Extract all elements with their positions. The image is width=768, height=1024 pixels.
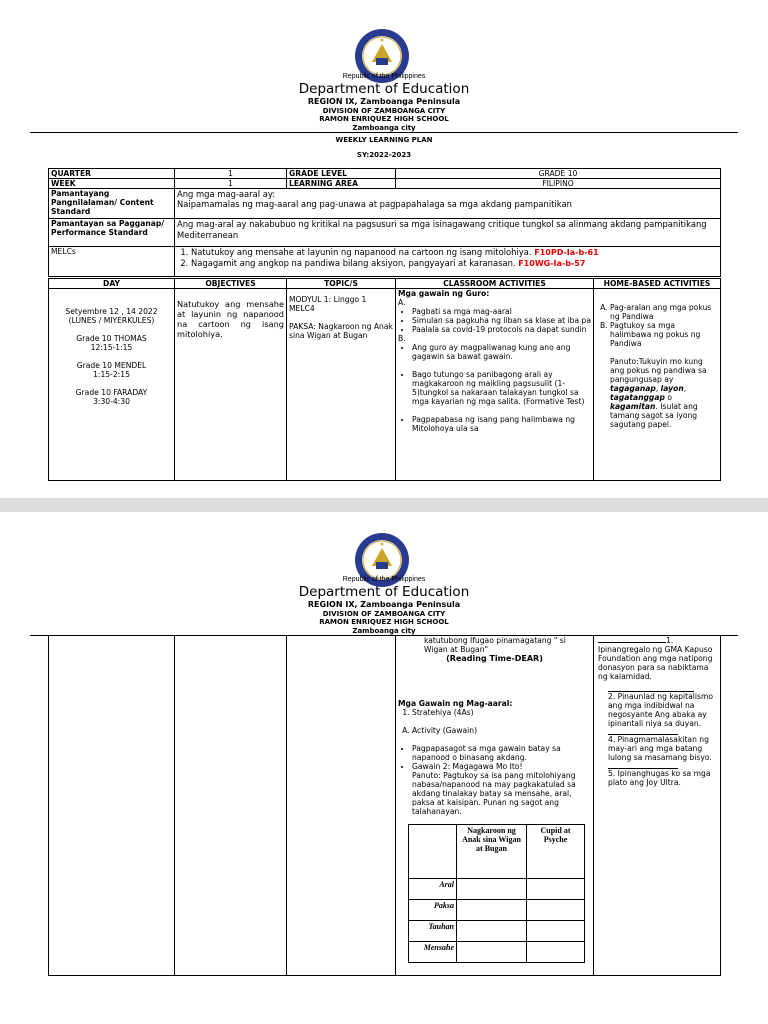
- gawain-2-title: • Gawain 2: Magagawa Mo Ito!: [412, 762, 523, 771]
- home-cell: [594, 289, 721, 481]
- panuto-end: . Isulat ang tamang sagot sa iyong sagutang papel.: [610, 402, 698, 429]
- topics-cell-empty: [287, 636, 396, 976]
- col-topics: TOPIC/S: [287, 279, 396, 289]
- division-label: DIVISION OF ZAMBOANGA CITY: [322, 610, 446, 618]
- home-item-a: A. Pag-aralan ang mga pokus ng Pandiwa: [610, 303, 718, 321]
- school-year: SY:2022-2023: [356, 151, 412, 159]
- topic-modyul: MODYUL 1: Linggo 1: [289, 295, 367, 304]
- info-table: [48, 168, 721, 277]
- comparison-corner: [409, 825, 457, 879]
- plan-title: WEEKLY LEARNING PLAN: [335, 136, 433, 144]
- home-answer-text: 5. Ipinanghugas ko sa mga plato ang Joy Ultra.: [608, 769, 711, 787]
- melc1-text: Natutukoy ang mensahe at layunin ng napanood na cartoon ng isang mitolohiya.: [191, 247, 532, 257]
- performance-standard-label: Pamantayan sa Pagganap/ Performance Standard: [49, 219, 175, 247]
- students-heading: Mga Gawain ng Mag-aaral:: [398, 699, 513, 708]
- topics-cell: [287, 289, 396, 481]
- col-objectives: OBJECTIVES: [175, 279, 287, 289]
- col-classroom: CLASSROOM ACTIVITIES: [396, 279, 594, 289]
- city-label: Zamboanga city: [352, 627, 416, 635]
- department-title: Department of Education: [298, 81, 470, 97]
- col-day: DAY: [49, 279, 175, 289]
- republic-label: Republic of the Philippines: [342, 73, 426, 80]
- header-rule: [30, 132, 738, 133]
- home-answer-text: 2. Pinaunlad ng kapitalismo ang mga indibidwal na negosyante Ang abaka ay ipinantali niya sa duyan.: [608, 692, 714, 728]
- home-answer-text: 4. Pinagmamalasakitan ng may-ari ang mga batang lulong sa masamang bisyo.: [608, 735, 712, 762]
- comparison-cell[interactable]: [527, 900, 585, 921]
- topic-paksa: PAKSA: Nagkaroon ng Anak sina Wigan at Bugan: [289, 322, 393, 340]
- comparison-row-label: Aral: [409, 879, 457, 900]
- melc2-text: Nagagamit ang angkop na pandiwa bilang aksiyon, pangyayari at karanasan.: [191, 258, 516, 268]
- classroom-b-item: • Ang guro ay magpaliwanag kung ano ang gagawin sa bawat gawain.: [412, 343, 591, 361]
- section-b-label: B.: [398, 334, 406, 343]
- home-answer-item: [598, 734, 718, 762]
- classroom-b-item: • Pagpapabasa ng isang pang halimbawa ng Mitolohoya ula sa: [412, 415, 591, 433]
- classroom-a-item: • Pagbati sa mga mag-aaral: [412, 307, 591, 316]
- comparison-row-label: Paksa: [409, 900, 457, 921]
- term-kagamitan: kagamitan: [610, 402, 656, 411]
- school-label: RAMON ENRIQUEZ HIGH SCHOOL: [319, 115, 449, 123]
- comparison-row-label: Tauhan: [409, 921, 457, 942]
- term-tagatanggap: tagatanggap: [610, 393, 665, 402]
- plan-table: [48, 278, 721, 481]
- term-o: o: [664, 393, 672, 402]
- topic-melc: MELC4: [289, 304, 315, 313]
- quarter-label: QUARTER: [49, 169, 175, 179]
- classroom-cell-continued: [396, 636, 594, 976]
- day-dates: Setyembre 12 , 14 2022: [65, 307, 158, 316]
- melc-item: [191, 247, 718, 258]
- answer-blank[interactable]: [598, 642, 666, 643]
- home-answer-text: 1. Ipinangregalo ng GMA Kapuso Foundation ang mga natipong donasyon para sa nabiktama ng kalamidad.: [598, 636, 713, 681]
- reading-time: (Reading Time-DEAR): [446, 654, 543, 663]
- term-layon: layon: [660, 384, 684, 393]
- plan-table-continued: [48, 635, 721, 976]
- quarter-value: 1: [175, 169, 287, 179]
- section-a-label: A.: [398, 298, 406, 307]
- classroom-a-item: • Simulan sa pagkuha ng liban sa klase at iba pa: [412, 316, 591, 325]
- comparison-cell[interactable]: [527, 942, 585, 963]
- comparison-col-wigan: Nagkaroon ng Anak sina Wigan at Bugan: [457, 825, 527, 879]
- content-standard-cell: [175, 189, 721, 219]
- page-2: [0, 512, 768, 1024]
- continued-text: katutubong Ifugao pinamagatang " si Wigan at Bugan": [424, 636, 566, 654]
- classroom-a-item: • Paalala sa covid-19 protocols na dapat sundin: [412, 325, 591, 334]
- section-1-name: Grade 10 THOMAS: [76, 334, 147, 343]
- home-cell-continued: [594, 636, 721, 976]
- school-label: RAMON ENRIQUEZ HIGH SCHOOL: [319, 618, 449, 626]
- objectives-cell-empty: [175, 636, 287, 976]
- objectives-text: Natutukoy ang mensahe at layunin ng napanood na cartoon ng isang mitolohiya.: [175, 289, 287, 481]
- section-1-time: 12:15-1:15: [90, 343, 133, 352]
- performance-standard-text: Ang mag-aral ay nakabubuo ng kritikal na pagsusuri sa mga isinagawang critique tungkol sa alinmang akdang pampanitikang Mediterranean: [175, 219, 721, 247]
- page-1: [0, 0, 768, 498]
- activity-bullet: • Pagpapasagot sa mga gawain batay sa napanood o binasang akdang.: [412, 744, 591, 762]
- col-home: HOME-BASED ACTIVITIES: [594, 279, 721, 289]
- home-answer-item: [598, 636, 718, 681]
- home-answer-item: [598, 768, 718, 787]
- department-title: Department of Education: [298, 584, 470, 600]
- comparison-cell[interactable]: [527, 879, 585, 900]
- comparison-cell[interactable]: [457, 942, 527, 963]
- day-cell-empty: [49, 636, 175, 976]
- section-3-time: 3:30-4:30: [93, 397, 130, 406]
- division-label: DIVISION OF ZAMBOANGA CITY: [322, 107, 446, 115]
- region-label: REGION IX, Zamboanga Peninsula: [307, 97, 461, 106]
- classroom-heading: Mga gawain ng Guro:: [398, 289, 490, 298]
- home-answer-item: [598, 691, 718, 728]
- comparison-row-label: Mensahe: [409, 942, 457, 963]
- comparison-table: [408, 824, 585, 963]
- day-cell: [49, 289, 175, 481]
- classroom-b-item: • Bago tutungo sa panibagong arali ay magkakaroon ng maikling pagsusulit (1-5)tungkol sa nakaraan talakayan tungkol sa mga kayarian ng mga salita. (Formative Test): [412, 370, 591, 406]
- day-names: (LUNES / MIYERKULES): [68, 316, 155, 325]
- section-3-name: Grade 10 FARADAY: [75, 388, 148, 397]
- learning-area-value: FILIPINO: [396, 179, 721, 189]
- comparison-col-cupid: Cupid at Psyche: [527, 825, 585, 879]
- melcs-cell: [175, 247, 721, 277]
- melc1-code: F10PD-Ia-b-61: [534, 248, 599, 257]
- week-value: 1: [175, 179, 287, 189]
- strategy-item: 1. Stratehiya (4As): [412, 708, 591, 717]
- gawain-2-body: Panuto: Pagtukoy sa isa pang mitolohiyang nabasa/napanood na may pagkakatulad sa akdang tinalakay batay sa mensahe, aral, paksa at kaisipan. Punan ng sagot ang talahanayan.: [412, 771, 576, 816]
- week-label: WEEK: [49, 179, 175, 189]
- students-heading-text: Mga Gawain ng Mag-aaral: [398, 699, 510, 708]
- comparison-cell[interactable]: [457, 879, 527, 900]
- content-standard-label: Pamantayang Pangnilalaman/ Content Standard: [49, 189, 175, 219]
- learning-area-label: LEARNING AREA: [287, 179, 396, 189]
- grade-level-value: GRADE 10: [396, 169, 721, 179]
- section-2-name: Grade 10 MENDEL: [76, 361, 147, 370]
- content-standard-line1: Ang mga mag-aaral ay:: [177, 189, 276, 199]
- classroom-cell: [396, 289, 594, 481]
- section-2-time: 1:15-2:15: [93, 370, 130, 379]
- home-panuto: Panuto:Tukuyin mo kung ang pokus ng pandiwa sa pangungusap ay tagaganap, layon, tagatanggap o kagamitan. Isulat ang tamang sagot sa iyong sagutang papel.: [610, 357, 707, 429]
- term-tagaganap: tagaganap: [610, 384, 656, 393]
- melcs-label: MELCs: [49, 247, 175, 277]
- melc2-code: F10WG-Ia-b-57: [518, 259, 586, 268]
- region-label: REGION IX, Zamboanga Peninsula: [307, 600, 461, 609]
- content-standard-line2: Naipamamalas ng mag-aaral ang pag-unawa at pagpapahalaga sa mga akdang pampanitikan: [177, 199, 572, 209]
- melc-item: [191, 258, 718, 269]
- grade-level-label: GRADE LEVEL: [287, 169, 396, 179]
- activity-item: A. Activity (Gawain): [412, 726, 591, 735]
- comparison-cell[interactable]: [457, 900, 527, 921]
- city-label: Zamboanga city: [352, 124, 416, 132]
- home-item-b: B. Pagtukoy sa mga halimbawa ng pokus ng Pandiwa: [610, 321, 718, 348]
- comparison-cell[interactable]: [527, 921, 585, 942]
- comparison-cell[interactable]: [457, 921, 527, 942]
- activity-bullet-2: [412, 762, 591, 816]
- republic-label: Republic of the Philippines: [342, 576, 426, 583]
- panuto-intro: Panuto:Tukuyin mo kung ang pokus ng pandiwa sa pangungusap ay: [610, 357, 707, 384]
